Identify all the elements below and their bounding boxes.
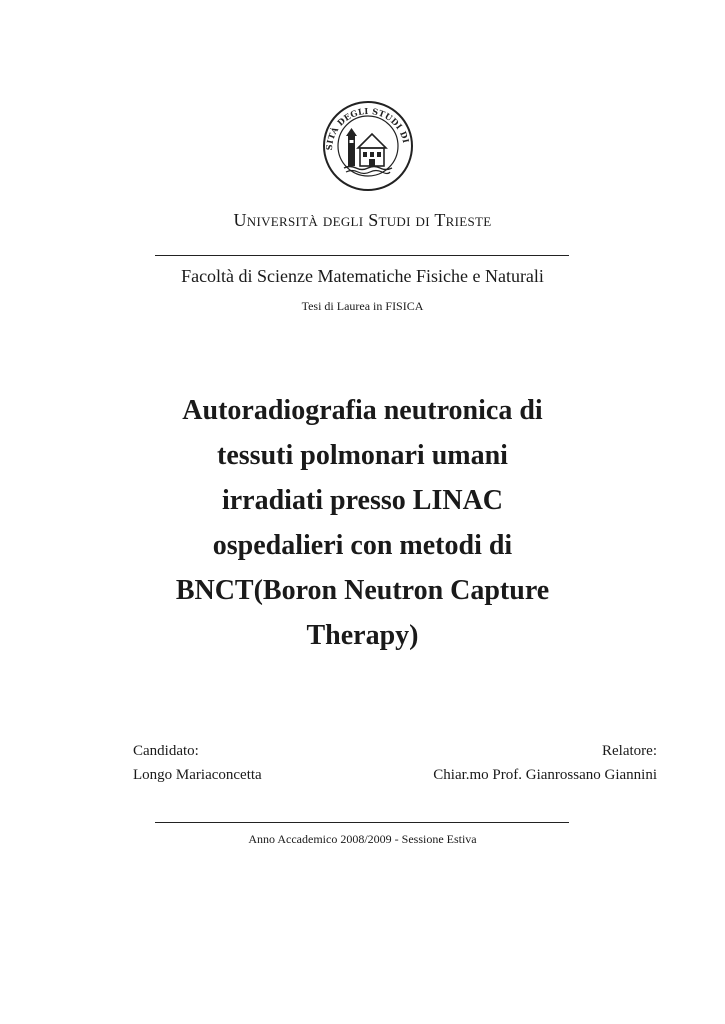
university-seal-icon [322,100,414,192]
top-divider [155,255,569,256]
title-line: BNCT(Boron Neutron Capture [175,575,550,606]
title-line: Autoradiografia neutronica di [182,395,543,426]
title-line: tessuti polmonari umani [217,440,508,471]
title-line: irradiati presso LINAC [221,485,504,516]
bottom-divider [155,822,569,823]
candidate-name: Longo Mariaconcetta [133,767,262,783]
advisor-name: Chiar.mo Prof. Gianrossano Giannini [433,767,657,783]
seal-lettering: SITÀ DEGLI STUDI DI [323,105,412,151]
thesis-type: Tesi di Laurea in FISICA [301,299,424,313]
title-line: Therapy) [306,620,419,651]
academic-year: Anno Accademico 2008/2009 - Sessione Estiva [248,832,477,846]
thesis-title [100,388,625,658]
faculty-name: Facoltà di Scienze Matematiche Fisiche e Naturali [181,266,544,286]
title-line: ospedalieri con metodi di [212,530,513,561]
advisor-label: Relatore: [602,743,657,759]
candidate-label: Candidato: [133,743,199,759]
university-name: Università degli Studi di Trieste [233,210,492,230]
